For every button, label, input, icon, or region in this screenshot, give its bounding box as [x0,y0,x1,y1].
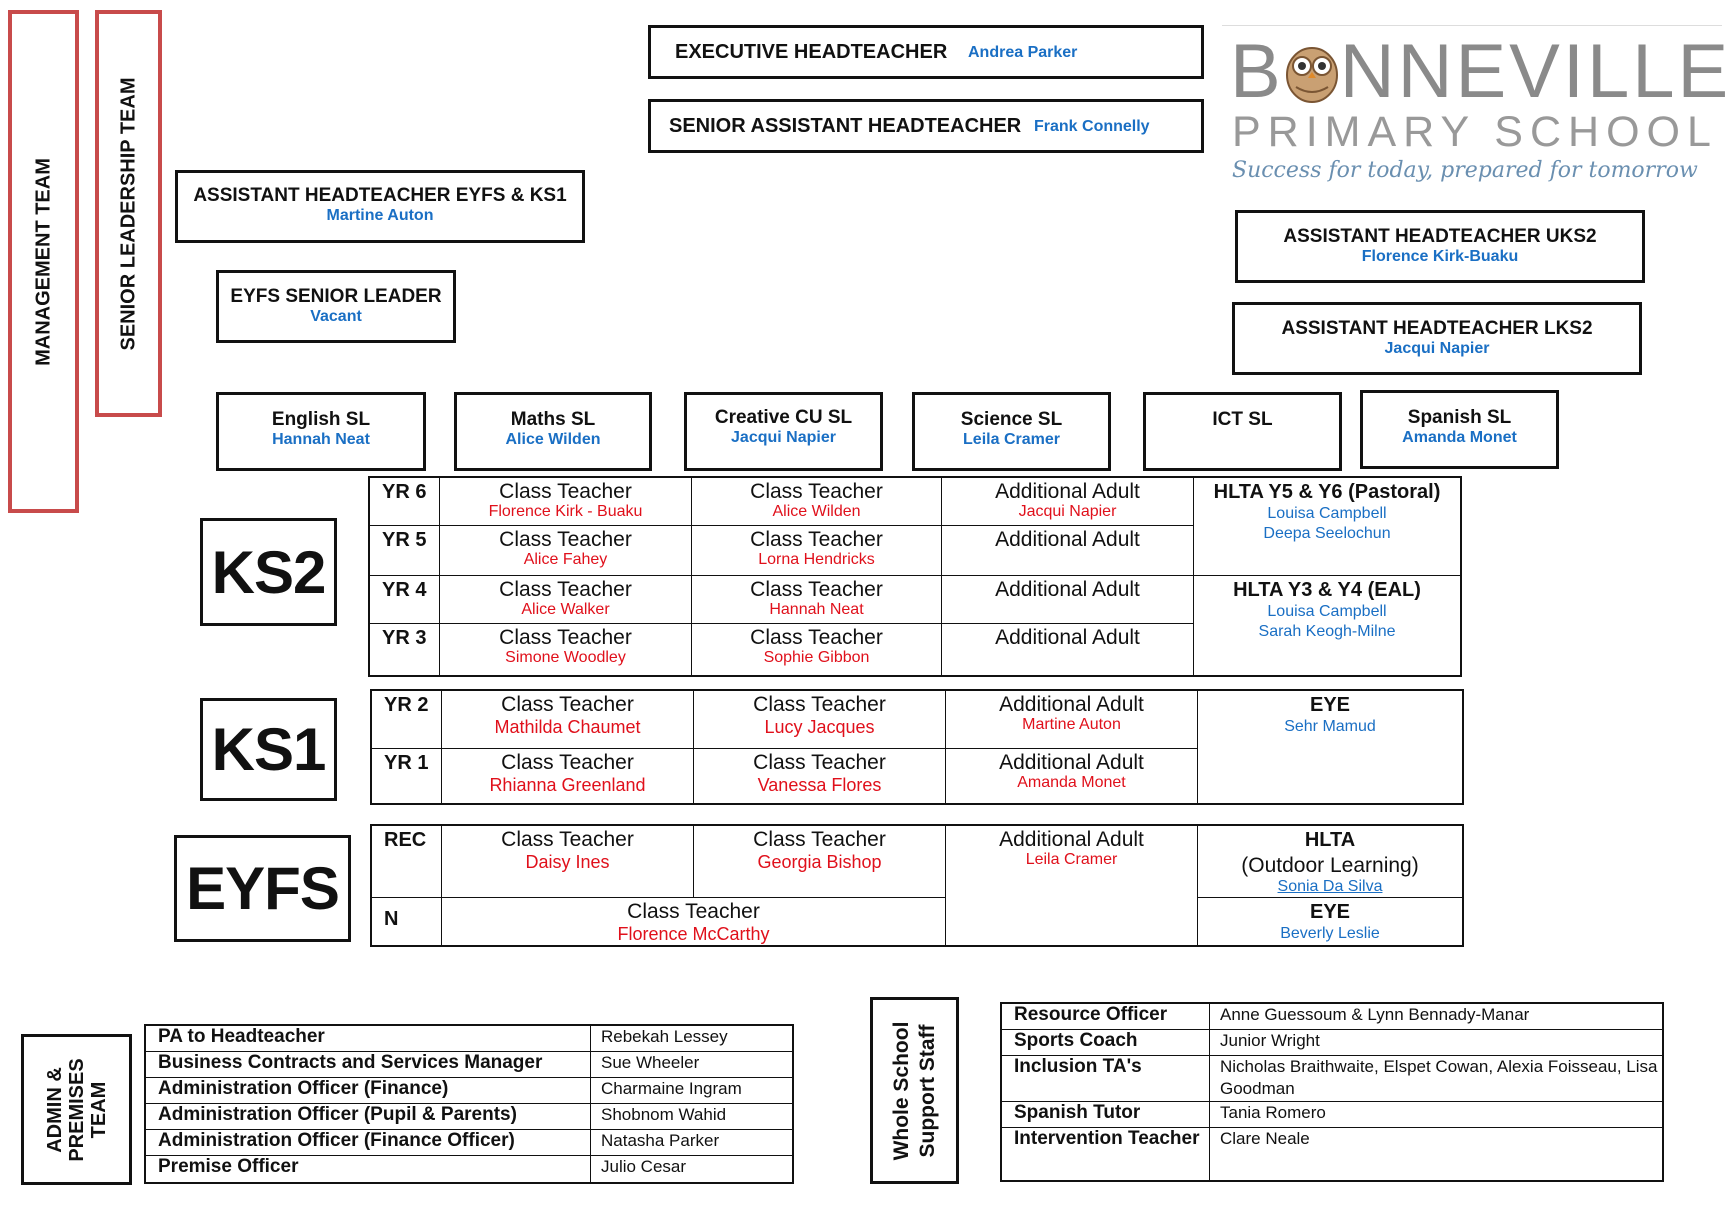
class-teacher-cell: Class Teacher Lucy Jacques [694,691,946,749]
class-teacher-cell: Class Teacher Alice Walker [440,576,692,624]
ah-uks2-title: ASSISTANT HEADTEACHER UKS2 [1283,226,1597,247]
class-teacher-cell: Class Teacher Simone Woodley [440,624,692,675]
ks2-grid [368,476,1462,677]
owl-icon [1284,39,1340,103]
subject-lead-name: Jacqui Napier [731,429,836,446]
support-role: Sports Coach [1002,1030,1210,1056]
admin-role: Administration Officer (Finance) [146,1078,591,1104]
additional-adult-cell: Additional Adult Martine Auton [946,691,1198,749]
ks1-stage-box [200,698,337,801]
subject-lead-title: Creative CU SL [714,407,853,428]
subject-lead-title: Maths SL [510,409,596,430]
school-logo [1222,25,1732,185]
ah-eyfs-ks1-name: Martine Auton [326,207,434,224]
ah-lks2-title: ASSISTANT HEADTEACHER LKS2 [1281,318,1593,339]
subject-lead-title: English SL [271,409,371,430]
whole-school-support-box [870,997,959,1184]
ks2-label: KS2 [211,538,326,606]
hlta-upper-cell: HLTA Y5 & Y6 (Pastoral) Louisa Campbell Deepa Seelochun [1194,478,1460,576]
nursery-class-teacher-cell: Class Teacher Florence McCarthy [442,898,946,945]
support-name: Clare Neale [1220,1129,1310,1148]
eyfs-label: EYFS [186,855,339,922]
support-name: Anne Guessoum & Lynn Bennady-Manar [1210,1004,1662,1030]
exec-title: EXECUTIVE HEADTEACHER [675,41,948,63]
year-label: YR 6 [370,478,440,526]
admin-name: Natasha Parker [591,1130,792,1156]
additional-adult-cell: Additional Adult [942,624,1194,675]
class-teacher-cell: Class Teacher Rhianna Greenland [442,749,694,803]
admin-name: Shobnom Wahid [591,1104,792,1130]
class-teacher-cell: Class Teacher Hannah Neat [692,576,942,624]
eyfs-leader-name: Vacant [310,308,362,325]
subject-lead-name: Hannah Neat [272,431,370,448]
admin-role: Administration Officer (Finance Officer) [146,1130,591,1156]
support-role: Spanish Tutor [1002,1102,1210,1128]
subject-lead-name: Amanda Monet [1402,429,1517,446]
eyfs-leader-title: EYFS SENIOR LEADER [230,286,442,307]
exec-name: Andrea Parker [968,44,1078,61]
subject-lead-science [912,392,1111,471]
class-teacher-cell: Class Teacher Vanessa Flores [694,749,946,803]
ah-uks2-box [1235,210,1645,283]
logo-motto: Success for today, prepared for tomorrow [1232,158,1698,183]
ks1-grid [370,689,1464,805]
hlta-lower-cell: HLTA Y3 & Y4 (EAL) Louisa Campbell Sarah Keogh-Milne [1233,579,1421,640]
ah-lks2-name: Jacqui Napier [1384,340,1490,357]
additional-adult-cell: Additional Adult Leila Cramer [946,826,1198,945]
admin-table [144,1024,794,1184]
subject-lead-name: Leila Cramer [963,431,1060,448]
class-teacher-cell: Class Teacher Mathilda Chaumet [442,691,694,749]
admin-name: Sue Wheeler [591,1052,792,1078]
ah-lks2-box [1232,302,1642,375]
admin-role: Premise Officer [146,1156,591,1182]
class-teacher-cell: Class Teacher Lorna Hendricks [692,526,942,576]
senior-leadership-team-bar [95,10,162,417]
class-teacher-cell: Class Teacher Florence Kirk - Buaku [440,478,692,526]
additional-adult-cell: Additional Adult [942,526,1194,576]
admin-role: Administration Officer (Pupil & Parents) [146,1104,591,1130]
additional-adult-cell: Additional Adult [942,576,1194,624]
senior-assistant-headteacher-box [648,99,1204,153]
admin-role: PA to Headteacher [146,1026,591,1052]
ah-eyfs-ks1-title: ASSISTANT HEADTEACHER EYFS & KS1 [193,185,567,206]
support-name: Nicholas Braithwaite, Elspet Cowan, Alexia Foisseau, Lisa Goodman [1210,1056,1662,1102]
admin-premises-label: ADMIN & PREMISES TEAM [43,1057,110,1162]
year-label: YR 4 [370,576,440,624]
ah-uks2-name: Florence Kirk-Buaku [1361,248,1519,265]
eyfs-stage-box [174,835,351,942]
class-teacher-cell: Class Teacher Alice Wilden [692,478,942,526]
additional-adult-cell: Additional Adult Amanda Monet [946,749,1198,803]
year-label: YR 2 [372,691,442,749]
support-name: Junior Wright [1210,1030,1662,1056]
senior-assistant-title: SENIOR ASSISTANT HEADTEACHER [669,115,1022,137]
eyfs-grid [370,824,1464,947]
ks1-label: KS1 [211,716,326,783]
eyfs-senior-leader-box [216,270,456,343]
senior-assistant-name: Frank Connelly [1034,118,1150,135]
class-teacher-cell: Class Teacher Alice Fahey [440,526,692,576]
subject-lead-title: Science SL [960,409,1063,430]
whole-school-support-label: Whole School Support Staff [889,1021,939,1160]
class-teacher-cell: Class Teacher Sophie Gibbon [692,624,942,675]
ah-eyfs-ks1-box [175,170,585,243]
senior-leadership-team-label: SENIOR LEADERSHIP TEAM [117,77,139,350]
eyfs-eye-cell: EYE Beverly Leslie [1280,901,1380,942]
class-teacher-cell: Class Teacher Georgia Bishop [694,826,946,898]
class-teacher-cell: Class Teacher Daisy Ines [442,826,694,898]
admin-name: Charmaine Ingram [591,1078,792,1104]
management-team-label: MANAGEMENT TEAM [32,157,54,366]
year-label: REC [372,826,442,898]
subject-lead-spanish [1360,390,1559,469]
logo-name: B NNEVILLE [1230,29,1732,114]
subject-lead-title: Spanish SL [1407,407,1512,428]
executive-headteacher-box [648,25,1204,79]
ks2-stage-box [200,518,337,626]
subject-lead-title: ICT SL [1212,409,1273,430]
admin-name: Julio Cesar [601,1157,687,1176]
support-table [1000,1002,1664,1182]
ks1-eye-cell: EYE Sehr Mamud [1284,694,1376,735]
admin-role: Business Contracts and Services Manager [146,1052,591,1078]
year-label: YR 5 [370,526,440,576]
subject-lead-maths [454,392,652,471]
support-name: Tania Romero [1210,1102,1662,1128]
additional-adult-cell: Additional Adult Jacqui Napier [942,478,1194,526]
logo-school: PRIMARY SCHOOL [1232,108,1718,156]
subject-lead-ict [1143,392,1342,471]
year-label: YR 1 [372,749,442,803]
support-role: Inclusion TA's [1002,1056,1210,1102]
subject-lead-english [216,392,426,471]
admin-name: Rebekah Lessey [591,1026,792,1052]
subject-lead-creative [684,392,883,471]
management-team-bar [8,10,79,513]
support-role: Resource Officer [1002,1004,1210,1030]
support-role: Intervention Teacher [1002,1128,1210,1180]
year-label: YR 3 [370,624,440,675]
subject-lead-name: Alice Wilden [505,431,601,448]
eyfs-hlta-cell: HLTA (Outdoor Learning) Sonia Da Silva [1198,826,1462,898]
year-label: N [372,898,442,945]
admin-premises-team-box [21,1034,132,1185]
